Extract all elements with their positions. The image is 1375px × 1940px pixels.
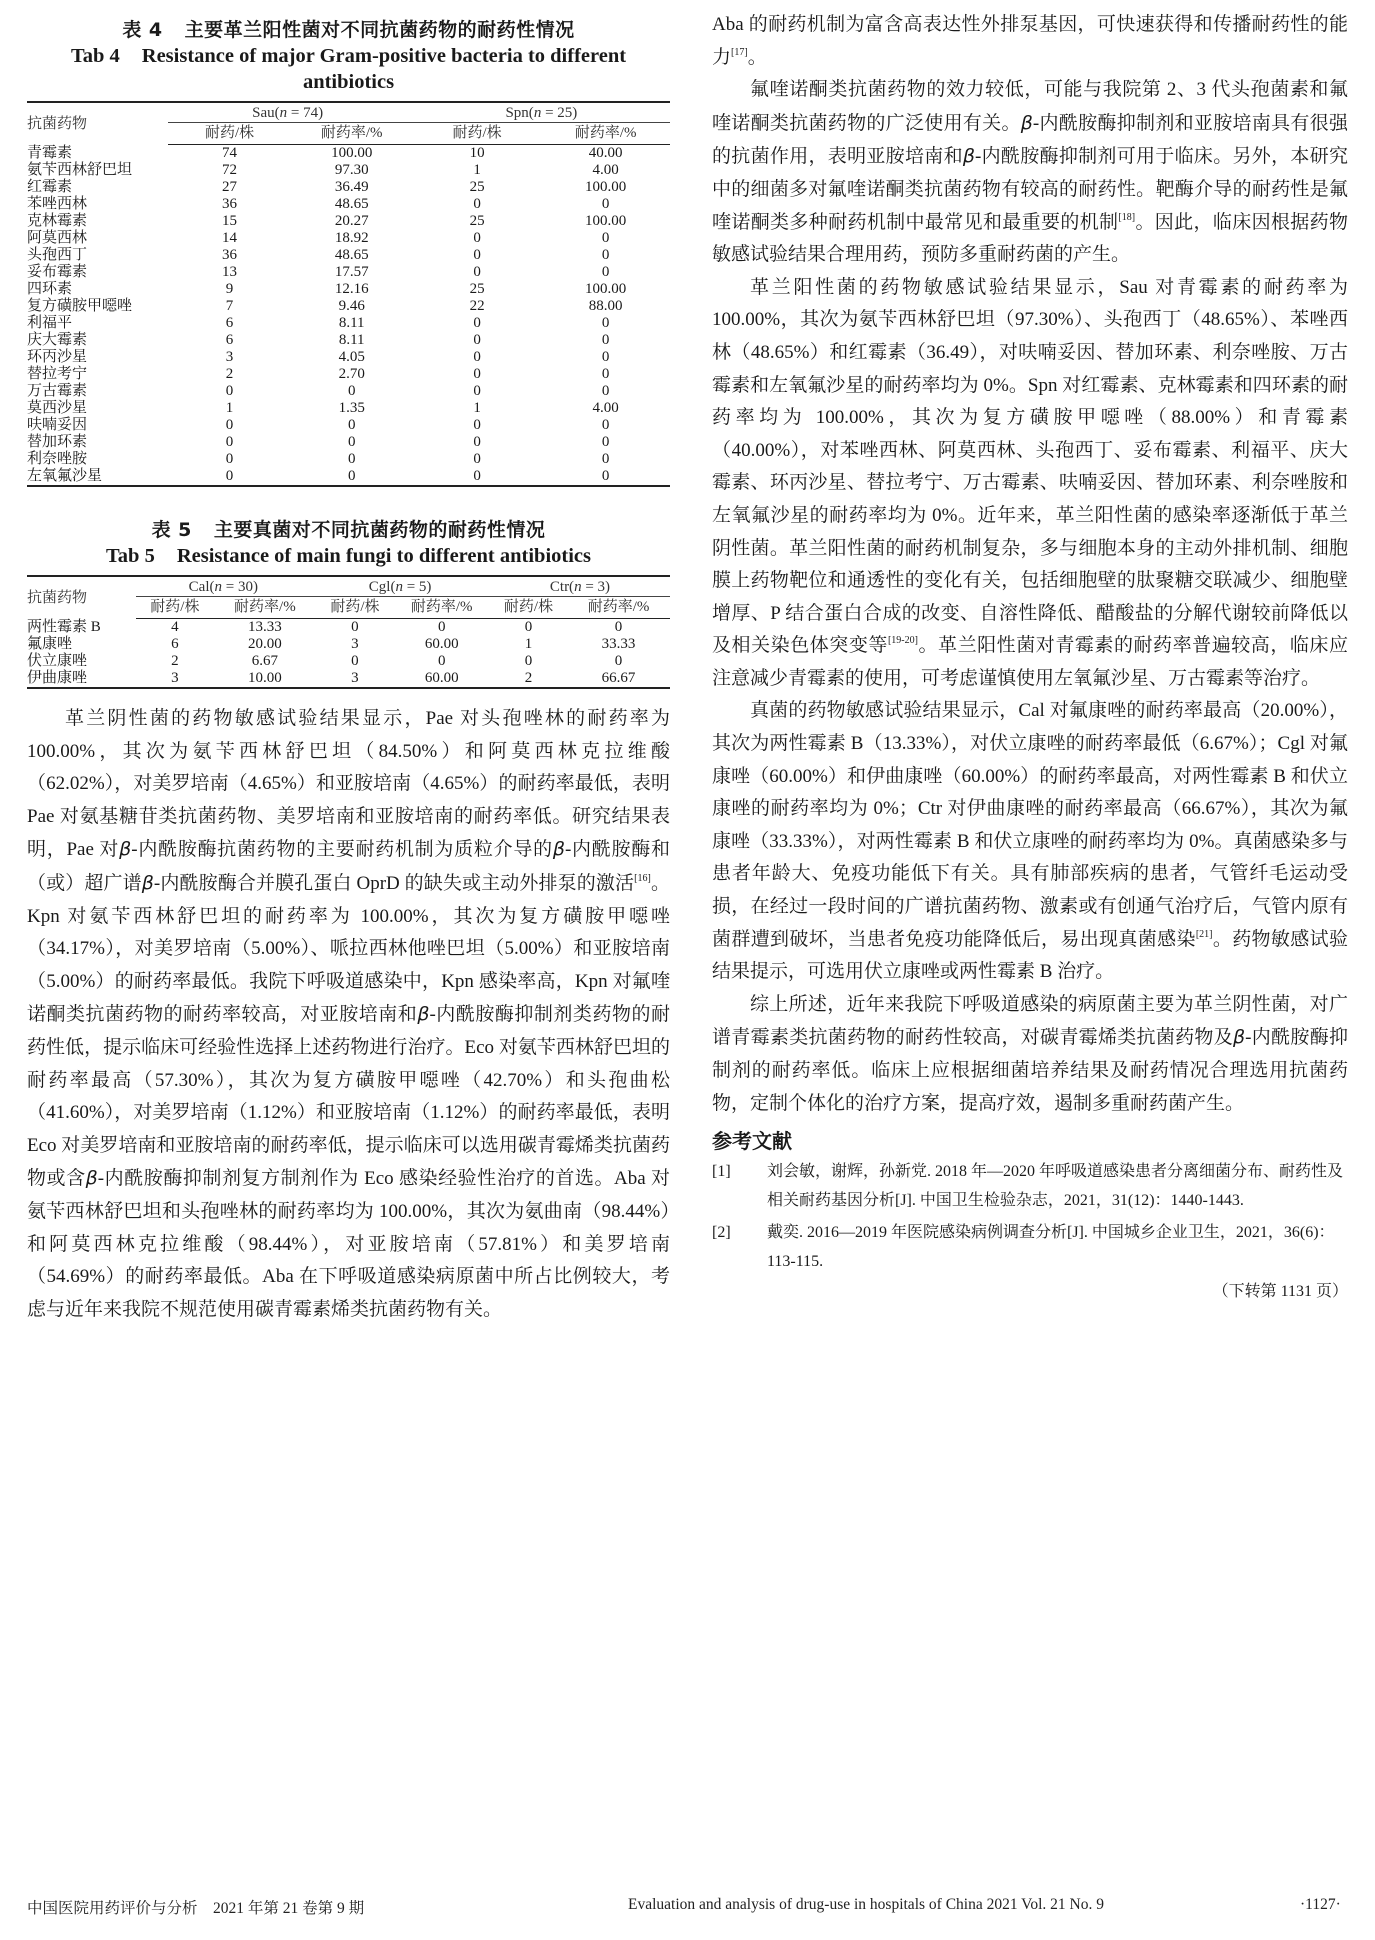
resistant-count-cell: 0 — [524, 653, 533, 669]
column-group-ctr: Ctr(n = 3) — [490, 576, 670, 597]
resistant-count-cell: 0 — [351, 619, 359, 635]
column-header-rate: 耐药率/% — [541, 123, 670, 145]
resistant-count-cell: 22 — [469, 298, 485, 314]
table-row — [27, 145, 670, 163]
resistance-rate-cell: 0 — [601, 383, 610, 399]
resistant-count-cell: 1 — [225, 400, 234, 416]
paragraph-summary: 综上所述，近年来我院下呼吸道感染的病原菌主要为革兰阴性菌，对广谱青霉素类抗菌药物的耐药性较高，对碳青霉烯类抗菌药物及β-内酰胺酶抑制剂的耐药率低。临床上应根据细菌培养结果及耐药情况合理选用抗菌药物，定制个体化的治疗方案，提高疗效，遏制多重耐药菌产生。 — [712, 993, 1348, 1114]
table-row — [27, 213, 670, 230]
table-row — [27, 619, 670, 637]
drug-name-cell: 青霉素 — [27, 144, 73, 161]
resistant-count-cell: 0 — [225, 383, 234, 399]
continued-note: （下转第 1131 页） — [1212, 1283, 1348, 1301]
resistant-count-cell: 10 — [469, 145, 485, 161]
reference-text: 刘会敏，谢辉，孙新党. 2018 年—2020 年呼吸道感染患者分离细菌分布、耐药性及相关耐药基因分析[J]. 中国卫生检验杂志，2021，31(12)：1440-1443. — [767, 1163, 1344, 1209]
column-group-cal: Cal(n = 30) — [136, 576, 316, 597]
table-4-grid — [27, 101, 670, 487]
table-row — [27, 196, 670, 213]
resistant-count-cell: 15 — [222, 213, 238, 229]
drug-name-cell: 利福平 — [27, 315, 73, 331]
resistant-count-cell: 0 — [473, 332, 481, 348]
drug-name-cell: 克林霉素 — [27, 213, 88, 229]
resistance-rate-cell: 0 — [601, 247, 610, 263]
resistant-count-cell: 0 — [473, 196, 481, 212]
resistant-count-cell: 4 — [171, 619, 179, 635]
resistant-count-cell: 6 — [171, 636, 179, 652]
table-4-caption-cn: 主要革兰阳性菌对不同抗菌药物的耐药性情况 — [184, 19, 575, 41]
resistant-count-cell: 2 — [171, 653, 179, 669]
resistant-count-cell: 25 — [469, 213, 485, 229]
resistant-count-cell: 1 — [473, 400, 481, 416]
table-row — [27, 281, 670, 298]
resistance-rate-cell: 18.92 — [334, 230, 369, 246]
resistance-rate-cell: 17.57 — [334, 264, 369, 280]
resistant-count-cell: 0 — [351, 653, 359, 669]
table-4 — [27, 17, 670, 487]
resistance-rate-cell: 97.30 — [334, 162, 369, 178]
resistance-rate-cell: 0 — [601, 332, 610, 348]
resistance-rate-cell: 6.67 — [251, 653, 279, 669]
footer-journal-en: Evaluation and analysis of drug-use in hospitals of China 2021 Vol. 21 No. 9 — [628, 1896, 1105, 1913]
table-4-caption-en: Resistance of major Gram-positive bacteria to different antibiotics — [141, 45, 627, 93]
resistance-rate-cell: 0 — [601, 264, 610, 280]
drug-name-cell: 左氧氟沙星 — [27, 468, 168, 486]
resistant-count-cell: 0 — [473, 230, 481, 246]
paragraph-fungi: 真菌的药物敏感试验结果显示，Cal 对氟康唑的耐药率最高（20.00%），其次为两性霉素 B（13.33%），对伏立康唑的耐药率最低（6.67%）；Cgl 对氟康唑（60.00%）和伊曲康唑（60.00%）的耐药率最高，对两性霉素 B 和伏立康唑的耐药率均为 0%；Ctr 对伊曲康唑的耐药率最高（66.67%），其次为氟康唑（33.33%），对两性霉素 B 和伏立康唑的耐药率均为 0%。真菌感染多与患者年龄大、免疫功能低下有关。具有肺部疾病的患者，气管纤毛运动受损，在经过一段时间的广谱抗菌药物、激素或有创通气治疗后，气管内原有菌群遭到破坏，当患者免疫功能降低后，易出现真菌感染[21]。药物敏感试验结果提示，可选用伏立康唑或两性霉素 B 治疗。 — [712, 700, 1348, 983]
resistant-count-cell: 0 — [168, 468, 290, 486]
drug-name-cell: 莫西沙星 — [27, 400, 88, 416]
resistant-count-cell: 0 — [225, 434, 234, 450]
table-5-number-en: Tab 5 — [106, 545, 155, 567]
drug-name-cell: 头孢西丁 — [27, 247, 88, 263]
paragraph-gram-negative: 革兰阴性菌的药物敏感试验结果显示，Pae 对头孢唑林的耐药率为 100.00%，其次为氨苄西林舒巴坦（84.50%）和阿莫西林克拉维酸（62.02%），对美罗培南（4.65%）和亚胺培南（4.65%）的耐药率最低，表明 Pae 对氨基糖苷类抗菌药物、美罗培南和亚胺培南的耐药率低。研究结果表明，Pae 对β-内酰胺酶抗菌药物的主要耐药机制为质粒介导的β-内酰胺酶和（或）超广谱β-内酰胺酶合并膜孔蛋白 OprD 的缺失或主动外排泵的激活[16]。Kpn 对氨苄西林舒巴坦的耐药率为 100.00%，其次为复方磺胺甲噁唑（34.17%），对美罗培南（5.00%）、哌拉西林他唑巴坦（5.00%）和亚胺培南（5.00%）的耐药率最低。我院下呼吸道感染中，Kpn 感染率高，Kpn 对氟喹诺酮类抗菌药物的耐药率较高，对亚胺培南和β-内酰胺酶抑制剂类药物的耐药性低，提示临床可经验性选择上述药物进行治疗。Eco 对氨苄西林舒巴坦的耐药率最高（57.30%），其次为复方磺胺甲噁唑（42.70%）和头孢曲松（41.60%），对美罗培南（1.12%）和亚胺培南（1.12%）的耐药率最低，表明 Eco 对美罗培南和亚胺培南的耐药率低，提示临床可以选用碳青霉烯类抗菌药物或含β-内酰胺酶抑制剂复方制剂作为 Eco 感染经验性治疗的首选。Aba 对氨苄西林舒巴坦和头孢唑林的耐药率均为 100.00%，其次为氨曲南（98.44%）和阿莫西林克拉维酸（98.44%），对亚胺培南（57.81%）和美罗培南（54.69%）的耐药率最低。Aba 在下呼吸道感染病原菌中所占比例较大，考虑与近年来我院不规范使用碳青霉素烯类抗菌药物有关。 — [27, 708, 670, 1320]
resistance-rate-cell: 12.16 — [334, 281, 369, 297]
resistance-rate-cell: 0 — [291, 468, 413, 486]
resistant-count-cell: 14 — [222, 230, 238, 246]
resistant-count-cell: 7 — [225, 298, 234, 314]
resistance-rate-cell: 0 — [614, 653, 623, 669]
column-header-drug: 抗菌药物 — [27, 102, 168, 145]
resistance-rate-cell: 33.33 — [601, 636, 636, 652]
reference-number: [1] — [712, 1163, 731, 1181]
drug-name-cell: 四环素 — [27, 281, 73, 297]
resistance-rate-cell: 0 — [601, 196, 610, 212]
citation: [17] — [731, 46, 748, 58]
resistant-count-cell: 6 — [225, 332, 234, 348]
table-row — [27, 349, 670, 366]
resistance-rate-cell: 48.65 — [334, 247, 369, 263]
resistant-count-cell: 1 — [473, 162, 481, 178]
drug-name-cell: 替拉考宁 — [27, 366, 88, 382]
table-row — [27, 230, 670, 247]
resistance-rate-cell: 9.46 — [338, 298, 365, 314]
resistance-rate-cell: 0 — [601, 315, 610, 331]
drug-name-cell: 万古霉素 — [27, 383, 88, 399]
table-4-number-en: Tab 4 — [70, 45, 120, 67]
table-row — [27, 434, 670, 451]
resistance-rate-cell: 8.11 — [338, 315, 365, 331]
resistance-rate-cell: 20.00 — [248, 636, 282, 652]
resistance-rate-cell: 10.00 — [213, 670, 316, 688]
drug-name-cell: 阿莫西林 — [27, 230, 88, 246]
resistance-rate-cell: 60.00 — [424, 636, 459, 652]
resistant-count-cell: 0 — [473, 349, 481, 365]
table-5-title-en — [27, 543, 670, 569]
resistant-count-cell: 0 — [473, 366, 481, 382]
resistant-count-cell: 1 — [524, 636, 533, 652]
table-5-number-cn: 表 5 — [151, 519, 192, 541]
column-header-count: 耐药/株 — [168, 123, 290, 145]
resistance-rate-cell: 8.11 — [338, 332, 365, 348]
column-header-rate: 耐药率/% — [567, 597, 670, 619]
drug-name-cell: 氨苄西林舒巴坦 — [27, 162, 133, 178]
page-number: ·1127· — [1300, 1896, 1341, 1913]
resistance-rate-cell: 0 — [347, 434, 356, 450]
footer-journal-cn: 中国医院用药评价与分析 2021 年第 21 卷第 9 期 — [27, 1900, 365, 1917]
citation: [16] — [634, 872, 651, 884]
table-row — [27, 366, 670, 383]
column-header-count: 耐药/株 — [413, 123, 542, 145]
table-row — [27, 468, 670, 486]
resistant-count-cell: 3 — [225, 349, 234, 365]
column-header-count: 耐药/株 — [490, 597, 567, 619]
paragraph-aba-mechanism: Aba 的耐药机制为富含高表达性外排泵基因，可快速获得和传播耐药性的能力[17]。 — [712, 14, 1348, 68]
resistant-count-cell: 3 — [316, 670, 393, 688]
resistant-count-cell: 36 — [222, 196, 238, 212]
drug-name-cell: 红霉素 — [27, 179, 73, 195]
table-4-number-cn: 表 4 — [122, 19, 163, 41]
column-group-spn: Spn(n = 25) — [413, 102, 670, 123]
column-header-rate: 耐药率/% — [393, 597, 489, 619]
resistance-rate-cell: 4.05 — [338, 349, 365, 365]
references-heading: 参考文献 — [712, 1129, 792, 1154]
drug-name-cell: 呋喃妥因 — [27, 417, 88, 433]
table-row — [27, 636, 670, 653]
right-column — [712, 0, 1348, 1306]
citation: [21] — [1195, 928, 1213, 940]
resistant-count-cell: 72 — [222, 162, 238, 178]
table-row — [27, 653, 670, 670]
resistance-rate-cell: 0 — [437, 653, 446, 669]
drug-name-cell: 妥布霉素 — [27, 264, 88, 280]
reference-number: [2] — [712, 1224, 731, 1242]
reference-list — [712, 1158, 1348, 1276]
table-5-title-cn — [27, 517, 670, 543]
table-row — [27, 417, 670, 434]
table-row — [27, 332, 670, 349]
drug-name-cell: 替加环素 — [27, 434, 88, 450]
resistant-count-cell: 0 — [473, 315, 481, 331]
table-row — [27, 162, 670, 179]
citation: [18] — [1118, 211, 1136, 223]
reference-item — [712, 1158, 1348, 1215]
reference-item — [712, 1219, 1348, 1276]
resistance-rate-cell: 0 — [601, 230, 610, 246]
resistant-count-cell: 13 — [222, 264, 238, 280]
resistance-rate-cell: 100.00 — [585, 179, 627, 195]
drug-name-cell: 伊曲康唑 — [27, 670, 136, 688]
table-row — [27, 315, 670, 332]
resistance-rate-cell: 13.33 — [248, 619, 282, 635]
resistance-rate-cell: 0 — [601, 366, 610, 382]
table-4-title-en — [27, 43, 670, 95]
table-5-grid — [27, 575, 670, 689]
resistant-count-cell: 0 — [225, 417, 234, 433]
column-header-drug: 抗菌药物 — [27, 576, 136, 619]
resistant-count-cell: 0 — [473, 264, 481, 280]
resistance-rate-cell: 40.00 — [588, 145, 623, 161]
resistant-count-cell: 36 — [222, 247, 238, 263]
resistant-count-cell: 0 — [473, 247, 481, 263]
table-row — [27, 400, 670, 417]
table-5-caption-cn: 主要真菌对不同抗菌药物的耐药性情况 — [213, 519, 546, 541]
resistance-rate-cell: 66.67 — [567, 670, 670, 688]
resistance-rate-cell: 4.00 — [592, 400, 619, 416]
table-row — [27, 451, 670, 468]
table-5-caption-en: Resistance of main fungi to different antibiotics — [176, 545, 591, 567]
table-row — [27, 247, 670, 264]
resistant-count-cell: 0 — [473, 417, 481, 433]
resistance-rate-cell: 0 — [601, 451, 610, 467]
resistant-count-cell: 25 — [469, 281, 485, 297]
resistance-rate-cell: 0 — [601, 349, 610, 365]
resistant-count-cell: 9 — [225, 281, 234, 297]
drug-name-cell: 伏立康唑 — [27, 653, 88, 669]
column-header-count: 耐药/株 — [316, 597, 393, 619]
resistant-count-cell: 0 — [225, 451, 234, 467]
table-row — [27, 179, 670, 196]
table-4-title-cn — [27, 17, 670, 43]
resistance-rate-cell: 0 — [601, 417, 610, 433]
paragraph-gram-positive: 革兰阳性菌的药物敏感试验结果显示，Sau 对青霉素的耐药率为 100.00%，其次为氨苄西林舒巴坦（97.30%）、头孢西丁（48.65%）、苯唑西林（48.65%）和红霉素（36.49），对呋喃妥因、替加环素、利奈唑胺、万古霉素和左氧氟沙星的耐药率均为 0%。Spn 对红霉素、克林霉素和四环素的耐药率均为 100.00%，其次为复方磺胺甲噁唑（88.00%）和青霉素（40.00%），对苯唑西林、阿莫西林、头孢西丁、妥布霉素、利福平、庆大霉素、环丙沙星、替拉考宁、万古霉素、呋喃妥因、替加环素、利奈唑胺和左氧氟沙星的耐药率均为 0%。近年来，革兰阳性菌的感染率逐渐低于革兰阴性菌。革兰阳性菌的耐药机制复杂，多与细胞本身的主动外排机制、细胞膜上药物靶位和通透性的变化有关，包括细胞壁的肽聚糖交联减少、细胞壁增厚、P 结合蛋白合成的改变、自溶性降低、醋酸盐的分解代谢较前降低以及相关染色体突变等[19-20]。革兰阳性菌对青霉素的耐药率普遍较高，临床应注意减少青霉素的使用，可考虑谨慎使用左氧氟沙星、万古霉素等治疗。 — [712, 276, 1348, 689]
resistance-rate-cell: 100.00 — [331, 145, 373, 161]
left-column — [27, 0, 670, 1326]
resistance-rate-cell: 0 — [541, 468, 670, 486]
paragraph-fluoroquinolones: 氟喹诺酮类抗菌药物的效力较低，可能与我院第 2、3 代头孢菌素和氟喹诺酮类抗菌药物的广泛使用有关。β-内酰胺酶抑制剂和亚胺培南具有很强的抗菌作用，表明亚胺培南和β-内酰胺酶抑制剂可用于临床。另外，本研究中的细菌多对氟喹诺酮类抗菌药物有较高的耐药性。靶酶介导的耐药性是氟喹诺酮类多种耐药机制中最常见和最重要的机制[18]。因此，临床因根据药物敏感试验结果合理用药，预防多重耐药菌的产生。 — [712, 79, 1348, 266]
resistant-count-cell: 2 — [490, 670, 567, 688]
table-5 — [27, 517, 670, 689]
resistance-rate-cell: 0 — [347, 417, 356, 433]
resistance-rate-cell: 1.35 — [338, 400, 365, 416]
drug-name-cell: 利奈唑胺 — [27, 451, 88, 467]
citation: [19-20] — [887, 635, 918, 647]
resistant-count-cell: 0 — [473, 383, 481, 399]
table-row — [27, 670, 670, 688]
drug-name-cell: 复方磺胺甲噁唑 — [27, 298, 133, 314]
resistant-count-cell: 3 — [136, 670, 213, 688]
drug-name-cell: 庆大霉素 — [27, 332, 88, 348]
resistant-count-cell: 0 — [524, 619, 533, 635]
resistance-rate-cell: 0 — [601, 434, 610, 450]
table-row — [27, 264, 670, 281]
column-header-count: 耐药/株 — [136, 597, 213, 619]
resistance-rate-cell: 0 — [347, 383, 356, 399]
resistance-rate-cell: 0 — [614, 619, 623, 635]
resistance-rate-cell: 20.27 — [334, 213, 369, 229]
column-group-cgl: Cgl(n = 5) — [316, 576, 490, 597]
resistant-count-cell: 0 — [473, 434, 481, 450]
resistance-rate-cell: 0 — [437, 619, 446, 635]
resistance-rate-cell: 88.00 — [588, 298, 623, 314]
table-row — [27, 298, 670, 315]
resistant-count-cell: 6 — [225, 315, 234, 331]
resistance-rate-cell: 36.49 — [334, 179, 369, 195]
resistance-rate-cell: 100.00 — [585, 213, 627, 229]
resistant-count-cell: 74 — [222, 145, 238, 161]
table-row — [27, 383, 670, 400]
resistance-rate-cell: 0 — [347, 451, 356, 467]
resistance-rate-cell: 48.65 — [334, 196, 369, 212]
drug-name-cell: 两性霉素 B — [27, 618, 101, 635]
resistant-count-cell: 2 — [225, 366, 234, 382]
resistance-rate-cell: 4.00 — [592, 162, 619, 178]
resistant-count-cell: 25 — [469, 179, 485, 195]
resistant-count-cell: 3 — [351, 636, 359, 652]
resistant-count-cell: 0 — [413, 468, 542, 486]
resistance-rate-cell: 2.70 — [338, 366, 365, 382]
resistant-count-cell: 0 — [473, 451, 481, 467]
resistance-rate-cell: 60.00 — [393, 670, 489, 688]
resistant-count-cell: 27 — [222, 179, 238, 195]
column-header-rate: 耐药率/% — [291, 123, 413, 145]
column-group-sau: Sau(n = 74) — [168, 102, 412, 123]
drug-name-cell: 环丙沙星 — [27, 349, 88, 365]
resistance-rate-cell: 100.00 — [585, 281, 627, 297]
column-header-rate: 耐药率/% — [213, 597, 316, 619]
drug-name-cell: 氟康唑 — [27, 636, 73, 652]
reference-text: 戴奕. 2016—2019 年医院感染病例调查分析[J]. 中国城乡企业卫生，2021，36(6)：113-115. — [767, 1224, 1335, 1270]
drug-name-cell: 苯唑西林 — [27, 196, 88, 212]
